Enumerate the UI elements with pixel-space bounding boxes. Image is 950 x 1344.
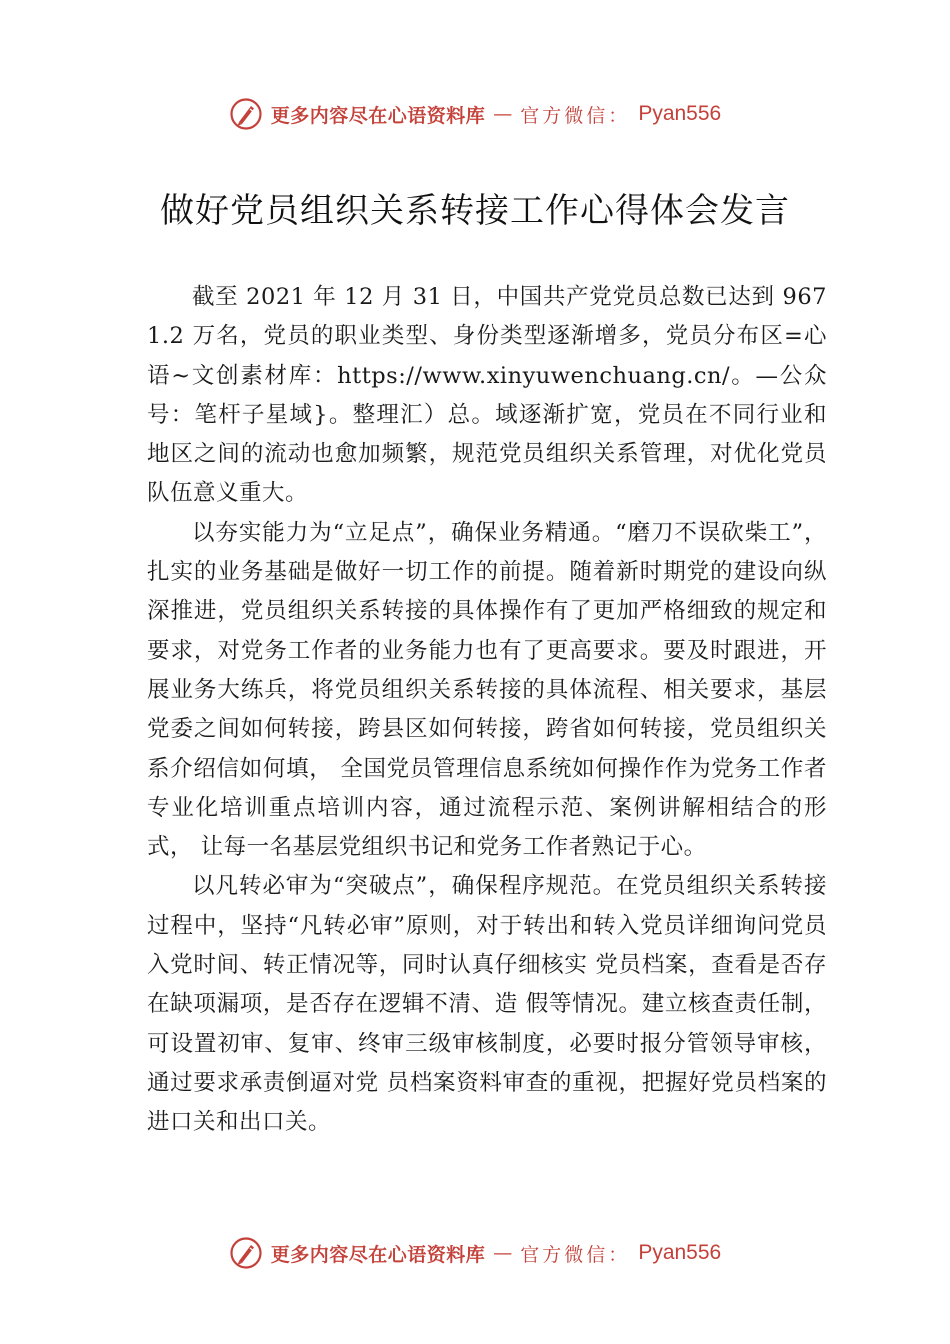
pen-logo-icon (229, 1236, 263, 1270)
banner-separator: — (493, 1242, 513, 1264)
paragraph-ability: 以夯实能力为“立足点”，确保业务精通。“磨刀不误砍柴工”，扎实的业务基础是做好一切工作的前提。随着新时期党的建设向纵深推进，党员组织关系转接的具体操作有了更加严格细致的规定和要求，对党务工作者的业务能力也有了更高要求。要及时跟进，开展业务大练兵，将党员组织关系转接的具体流程、相关要求，基层党委之间如何转接，跨县区如何转接，跨省如何转接，党员组织关系介绍信如何填， 全国党员管理信息系统如何操作作为党务工作者专业化培训重点培训内容，通过流程示范、案例讲解相结合的形式， 让每一名基层党组织书记和党务工作者熟记于心。 (147, 519, 827, 861)
header-banner (0, 94, 950, 134)
banner-slogan: 更多内容尽在心语资料库 (270, 104, 486, 127)
document-title: 做好党员组织关系转接工作心得体会发言 (160, 191, 790, 231)
footer-banner (0, 1233, 950, 1273)
pen-logo-icon (229, 97, 263, 131)
paragraph-intro: 截至 2021 年 12 月 31 日，中国共产党党员总数已达到 9671.2 万名，党员的职业类型、身份类型逐渐增多，党员分布区=心语~文创素材库：https://www.xinyuwenchuang.cn/。—公众号：笔杆子星域}。整理汇）总。域逐渐扩宽，党员在不同行业和地区之间的流动也愈加频繁，规范党员组织关系管理，对优化党员队伍意义重大。 (147, 284, 827, 507)
wechat-id: Pyan556 (638, 1241, 722, 1264)
paragraph-review: 以凡转必审为“突破点”，确保程序规范。在党员组织关系转接过程中，坚持“凡转必审”原则，对于转出和转入党员详细询问党员入党时间、转正情况等，同时认真仔细核实 党员档案，查看是否存在缺项漏项，是否存在逻辑不清、造 假等情况。建立核查责任制，可设置初审、复审、终审三级审核制度，必要时报分管领导审核，通过要求承责倒逼对党 员档案资料审查的重视，把握好党员档案的进口关和出口关。 (147, 873, 827, 1136)
wechat-id: Pyan556 (638, 102, 722, 125)
banner-slogan: 更多内容尽在心语资料库 (270, 1243, 486, 1266)
wechat-label: 官方微信： (520, 104, 631, 127)
banner-separator: — (493, 103, 513, 125)
wechat-label: 官方微信： (520, 1243, 631, 1266)
document-body (147, 278, 827, 1143)
